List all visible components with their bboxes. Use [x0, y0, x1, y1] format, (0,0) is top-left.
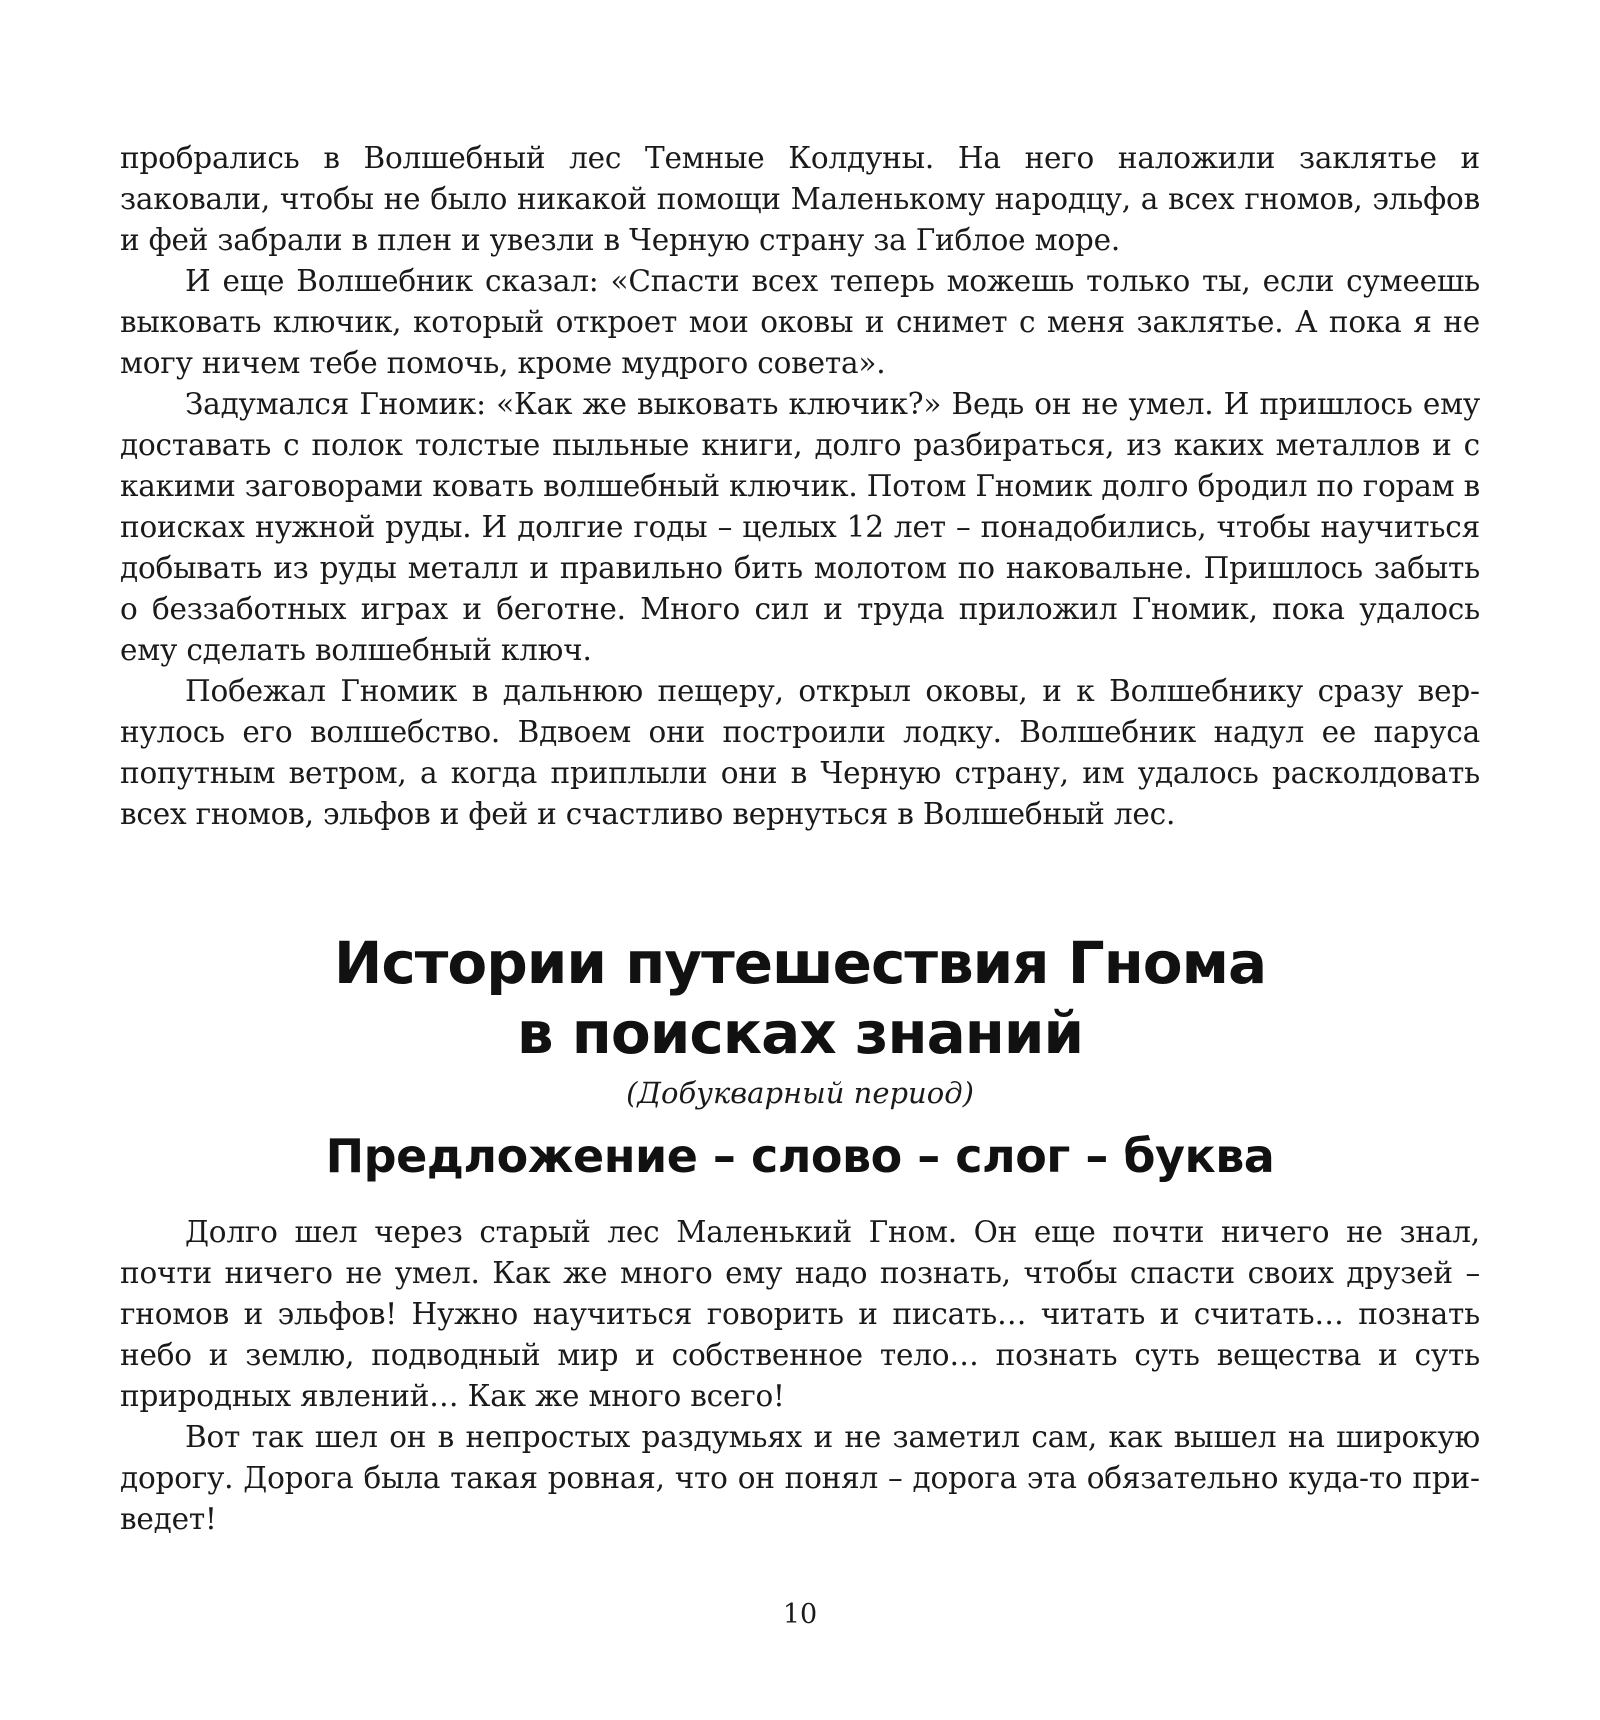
story-continuation [120, 138, 1480, 835]
page-number: 10 [782, 1599, 818, 1630]
paragraph: И еще Волшебник сказал: «Спасти всех теперь можешь только ты, если сумеешь выковать ключик, который откроет мои оковы и снимет с меня заклятье. А пока я не могу ничем тебе помочь, кроме мудрого совета». [120, 264, 1480, 380]
paragraph: Долго шел через старый лес Маленький Гном. Он еще почти ничего не знал, почти ничего не умел. Как же много ему надо познать, чтобы спасти своих друзей – гномов и эльфов! Нужно научиться говорить и писать… читать и считать… познать небо и землю, подводный мир и собственное тело… познать суть вещества и суть природных явлений… Как же много всего! [120, 1215, 1480, 1413]
section-title: Предложение – слово – слог – буква [325, 1129, 1275, 1183]
story-section [120, 1212, 1480, 1540]
chapter-subtitle: (Добукварный период) [626, 1076, 974, 1110]
paragraph: Побежал Гномик в дальнюю пещеру, открыл оковы, и к Волшебнику сразу вернулось его волшебство. Вдвоем они построили лодку. Волшебник надул ее паруса попутным ветром, а когда приплыли они в Черную страну, им удалось расколдовать всех гномов, эльфов и фей и счастливо вернуться в Волшебный лес. [120, 674, 1480, 831]
paragraph: Вот так шел он в непростых раздумьях и не заметил сам, как вышел на широкую дорогу. Дорога была такая ровная, что он понял – дорога эта обязательно куда-то приведет! [120, 1420, 1480, 1536]
chapter-title-line-1: Истории путешествия Гнома [333, 929, 1267, 997]
paragraph: Задумался Гномик: «Как же выковать ключик?» Ведь он не умел. И пришлось ему доставать с полок толстые пыльные книги, долго разбираться, из каких металлов и с какими заговорами ковать волшебный ключик. Потом Гномик долго бродил по горам в поисках нужной руды. И долгие годы – целых 12 лет – понадобились, чтобы научиться добывать из руды металл и правильно бить молотом по наковальне. Пришлось забыть о беззаботных играх и беготне. Много сил и труда приложил Гномик, пока удалось ему сделать волшебный ключ. [120, 387, 1480, 667]
chapter-title [0, 928, 1600, 1068]
paragraph: пробрались в Волшебный лес Темные Колдуны. На него наложили заклятье и заковали, чтобы не было никакой помощи Маленькому народцу, а всех гномов, эльфов и фей забрали в плен и увезли в Черную страну за Гиблое море. [120, 141, 1480, 257]
chapter-title-line-2: в поисках знаний [516, 999, 1084, 1067]
